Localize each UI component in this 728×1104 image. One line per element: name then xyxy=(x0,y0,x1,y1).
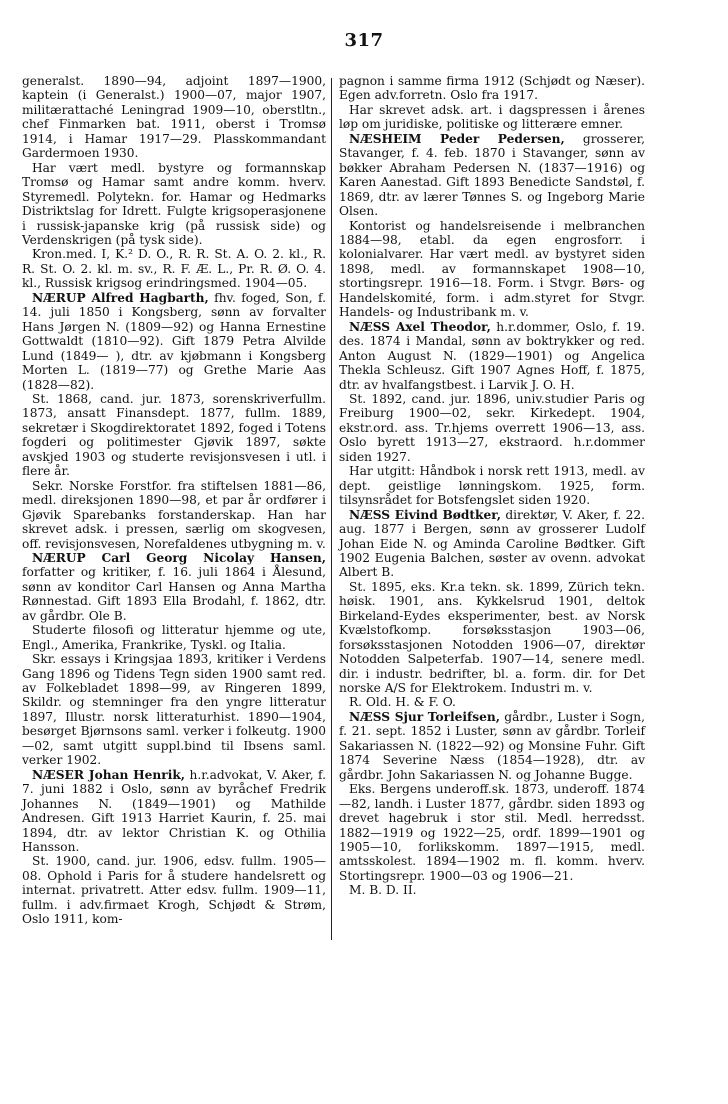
entry-name: NÆRUP Carl Georg Nicolay Hansen, xyxy=(32,550,326,565)
body-paragraph xyxy=(339,103,645,132)
entry-paragraph xyxy=(22,291,326,392)
body-paragraph xyxy=(339,883,645,897)
entry-text: Kontorist og handelsreisende i melbranchen 1884—98, etabl. da egen engrosforr. i kolonialvarer. Har vært medl. av bystyret siden 1898, medl. av formannskapet 1908—10, stortingsrepr. 1916—18. Form. i Stvgr. Børs- og Handelskomité, form. i adm.styret for Stvgr. Handels- og Industribank m. v. xyxy=(339,218,645,320)
entry-text: Har skrevet adsk. art. i dagspressen i årenes løp om juridiske, politiske og litterære emner. xyxy=(339,102,645,132)
body-paragraph xyxy=(22,652,326,768)
entry-paragraph xyxy=(339,132,645,219)
entry-text: direktør, V. Aker, f. 22. aug. 1877 i Bergen, sønn av grosserer Ludolf Johan Eide N. og Aminda Caroline Bødtker. Gift 1902 Eugenia Balchen, søster av ovenn. advokat Albert B. xyxy=(339,507,645,580)
entry-text: h.r.dommer, Oslo, f. 19. des. 1874 i Mandal, sønn av boktrykker og red. Anton August N. (1829—1901) og Angelica Thekla Schleusz. Gift 1907 Agnes Hoff, f. 1875, dtr. av hvalfangstbest. i Larvik J. O. H. xyxy=(339,319,645,392)
entry-text: M. B. D. II. xyxy=(349,883,417,898)
entry-text: Sekr. Norske Forstfor. fra stiftelsen 1881—86, medl. direksjonen 1890—98, et par år ordfører i Gjøvik Sparebanks forstanderskap. Han har skrevet adsk. i pressen, særlig om skogvesen, off. revisjonsvesen, Norefaldenes utbygning m. v. xyxy=(22,478,326,551)
entry-name: NÆSS Eivind Bødtker, xyxy=(349,507,502,522)
body-paragraph xyxy=(22,392,326,479)
body-paragraph xyxy=(22,74,326,161)
body-paragraph xyxy=(339,219,645,320)
body-paragraph xyxy=(22,479,326,551)
column-divider xyxy=(331,78,332,940)
entry-text: Har vært medl. bystyre og formannskap Tromsø og Hamar samt andre komm. hverv. Styremedl. Polytekn. for. Hamar og Hedmarks Distriktslag for Idrett. Fulgte krigsoperasjonene i russisk-japanske krig (på russisk side) og Verdenskrigen (på tysk side). xyxy=(22,160,326,247)
entry-name: NÆSHEIM Peder Pedersen, xyxy=(349,131,565,146)
entry-text: St. 1895, eks. Kr.a tekn. sk. 1899, Zürich tekn. høisk. 1901, ans. Kykkelsrud 1901, deltok Birkeland-Eydes eksperimenter, best. av Norsk Kvælstofkomp. forsøksstasjon 1903—06, forsøksstasjonen Notodden 1906—07, direktør Notodden Salpeterfab. 1907—14, senere medl. dir. i industr. bedrifter, bl. a. form. dir. for Det norske A/S for Elektrokem. Industri m. v. xyxy=(339,579,645,696)
entry-text: fhv. foged, Son, f. 14. juli 1850 i Kongsberg, sønn av forvalter Hans Jørgen N. (1809—92) og Hanna Ernestine Gottwaldt (1810—92). Gift 1879 Petra Alvilde Lund (1849— ), dtr. av kjøbmann i Kongsberg Morten L. (1819—77) og Grethe Marie Aas (1828—82). xyxy=(22,290,326,392)
body-paragraph xyxy=(22,161,326,248)
entry-paragraph xyxy=(22,768,326,855)
entry-text: gårdbr., Luster i Sogn, f. 21. sept. 1852 i Luster, sønn av gårdbr. Torleif Sakariassen N. (1822—92) og Monsine Fuhr. Gift 1874 Severine Næss (1854—1928), dtr. av gårdbr. John Sakariassen N. og Johanne Bugge. xyxy=(339,709,645,782)
entry-text: h.r.advokat, V. Aker, f. 7. juni 1882 i Oslo, sønn av byråchef Fredrik Johannes N. (1849—1901) og Mathilde Andresen. Gift 1913 Harriet Kaurin, f. 25. mai 1894, dtr. av lektor Christian K. og Othilia Hansson. xyxy=(22,767,326,855)
entry-name: NÆSER Johan Henrik, xyxy=(32,767,186,782)
entry-text: Eks. Bergens underoff.sk. 1873, underoff. 1874—82, landh. i Luster 1877, gårdbr. siden 1893 og drevet hagebruk i stor stil. Medl. herredsst. 1882—1919 og 1922—25, ordf. 1899—1901 og 1905—10, forlikskomm. 1897—1915, medl. amtsskolest. 1894—1902 m. fl. komm. hverv. Stortingsrepr. 1900—03 og 1906—21. xyxy=(339,782,645,883)
entry-text: St. 1900, cand. jur. 1906, edsv. fullm. 1905—08. Ophold i Paris for å studere handelsrett og internat. privatrett. Atter edsv. fullm. 1909—11, fullm. i adv.firmaet Krogh, Schjødt & Strøm, Oslo 1911, kom- xyxy=(22,854,326,927)
page-number: 317 xyxy=(344,30,384,51)
entry-text: pagnon i samme firma 1912 (Schjødt og Næser). Egen adv.forretn. Oslo fra 1917. xyxy=(339,74,645,103)
entry-paragraph xyxy=(339,710,645,782)
body-paragraph xyxy=(22,623,326,652)
body-paragraph xyxy=(22,247,326,290)
body-paragraph xyxy=(339,695,645,709)
right-column xyxy=(339,74,645,898)
entry-text: forfatter og kritiker, f. 16. juli 1864 i Ålesund, sønn av konditor Carl Hansen og Anna Martha Rønnestad. Gift 1893 Ella Brodahl, f. 1862, dtr. av gårdbr. Ole B. xyxy=(22,565,326,623)
entry-text: Kron.med. I, K.² D. O., R. R. St. A. O. 2. kl., R. R. St. O. 2. kl. m. sv., R. F. Æ. L., Pr. R. Ø. O. 4. kl., Russisk krigsog erindringsmed. 1904—05. xyxy=(22,247,326,291)
entry-name: NÆRUP Alfred Hagbarth, xyxy=(32,290,209,305)
entry-text: St. 1868, cand. jur. 1873, sorenskriverfullm. 1873, ansatt Finansdept. 1877, fullm. 1889, sekretær i Skogdirektoratet 1892, foged i Totens fogderi og politimester Gjøvik 1897, søkte avskjed 1903 og studerte revisjonsvesen i utl. i flere år. xyxy=(22,391,326,479)
entry-paragraph xyxy=(22,551,326,623)
entry-text: grosserer, Stavanger, f. 4. feb. 1870 i Stavanger, sønn av bøkker Abraham Pedersen N. (1837—1916) og Karen Aanestad. Gift 1893 Benedicte Sandstøl, f. 1869, dtr. av lærer Tønnes S. og Ingeborg Marie Olsen. xyxy=(339,131,645,219)
entry-name: NÆSS Sjur Torleifsen, xyxy=(349,709,501,724)
entry-paragraph xyxy=(339,508,645,580)
entry-text: Har utgitt: Håndbok i norsk rett 1913, medl. av dept. geistlige lønningskom. 1925, form. tilsynsrådet for Botsfengslet siden 1920. xyxy=(339,464,645,508)
body-paragraph xyxy=(339,580,645,696)
entry-paragraph xyxy=(339,320,645,392)
entry-text: R. Old. H. & F. O. xyxy=(349,695,456,710)
entry-text: St. 1892, cand. jur. 1896, univ.studier Paris og Freiburg 1900—02, sekr. Kirkedept. 1904, ekstr.ord. ass. Tr.hjems overrett 1906—13, ass. Oslo byrett 1913—27, ekstraord. h.r.dommer siden 1927. xyxy=(339,391,645,464)
body-paragraph xyxy=(339,392,645,464)
entry-text: Skr. essays i Kringsjaa 1893, kritiker i Verdens Gang 1896 og Tidens Tegn siden 1900 samt red. av Folkebladet 1898—99, av Ringeren 1899, Skildr. og stemninger fra den yngre litteratur 1897, Illustr. norsk litteraturhist. 1890—1904, besørget Bjørnsons saml. verker i folkeutg. 1900—02, samt utgitt suppl.bind til Ibsens saml. verker 1902. xyxy=(22,652,326,768)
body-paragraph xyxy=(339,464,645,507)
body-paragraph xyxy=(339,782,645,883)
left-column xyxy=(22,74,326,927)
body-paragraph xyxy=(22,854,326,926)
entry-text: Studerte filosofi og litteratur hjemme og ute, Engl., Amerika, Frankrike, Tyskl. og Italia. xyxy=(22,623,326,652)
body-paragraph xyxy=(339,74,645,103)
entry-text: generalst. 1890—94, adjoint 1897—1900, kaptein (i Generalst.) 1900—07, major 1907, militærattaché Leningrad 1909—10, oberstltn., chef Finmarken bat. 1911, oberst i Tromsø 1914, i Hamar 1917—29. Plasskommandant Gardermoen 1930. xyxy=(22,74,326,161)
entry-name: NÆSS Axel Theodor, xyxy=(349,319,491,334)
